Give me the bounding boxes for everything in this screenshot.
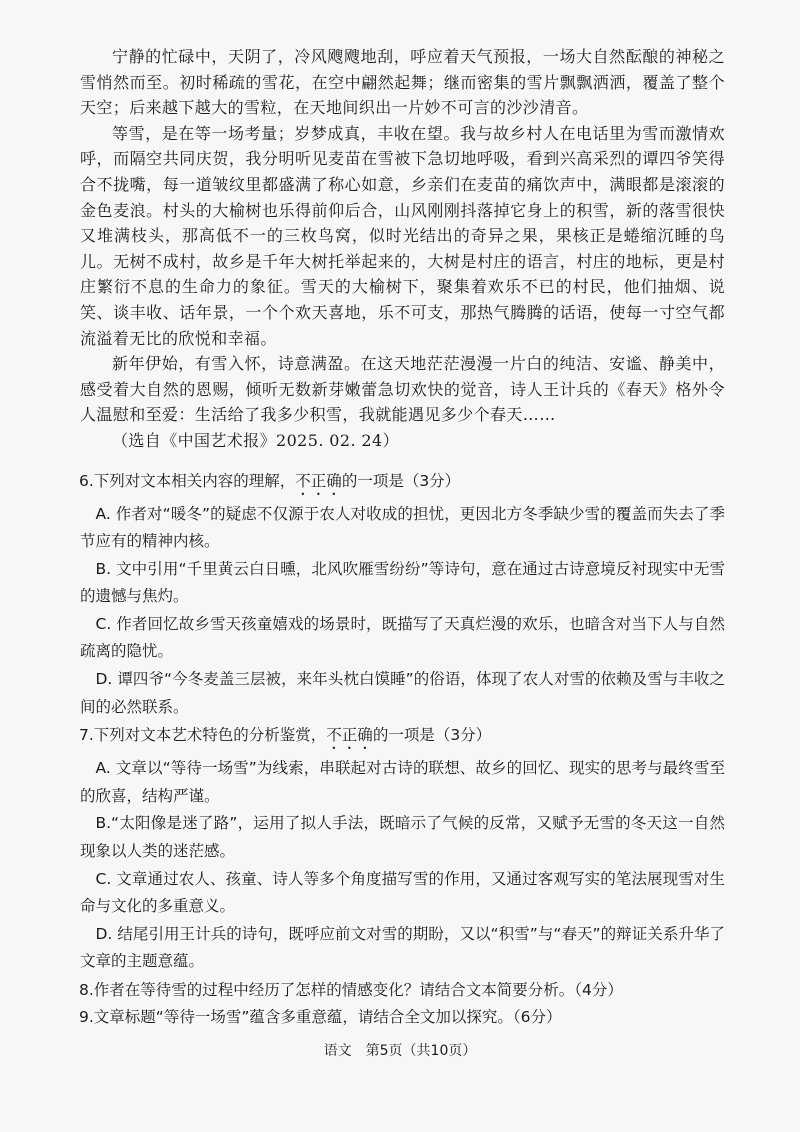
question-6-option-b: B. 文中引用“千里黄云白日曛，北风吹雁雪纷纷”等诗句，意在通过古诗意境反衬现实中无雪的遗憾与焦灼。: [80, 559, 725, 606]
question-7-stem-before: 7.下列对文本艺术特色的分析鉴赏，: [79, 726, 327, 745]
footer-subject: 语文: [323, 1043, 352, 1059]
passage-paragraph-2: 等雪，是在等一场考量；岁梦成真，丰收在望。我与故乡村人在电话里为雪而激情欢呼，而隔空共同庆贺，我分明听见麦苗在雪被下急切地呼吸，看到兴高采烈的谭四爷笑得合不拢嘴，每一道皱纹里都盛满了称心如意，乡亲们在麦苗的痛饮声中，满眼都是滚滚的金色麦浪。村头的大榆树也乐得前仰后合，山风刚刚抖落掉它身上的积雪，新的落雪很快又堆满枝头，那高低不一的三枚鸟窝，似时光结出的奇异之果，果核正是蜷缩沉睡的鸟儿。无树不成村，故乡是千年大树托举起来的，大树是村庄的语言，村庄的地标，更是村庄繁衍不息的生命力的象征。雪天的大榆树下，聚集着欢乐不已的村民，他们抽烟、说笑、谈丰收、话年景，一个个欢天喜地，乐不可支，那热气腾腾的话语，使每一寸空气都流溢着无比的欣悦和幸福。: [80, 123, 725, 348]
question-6-option-d: D. 谭四爷“今冬麦盖三层被，来年头枕白馍睡”的俗语，体现了农人对雪的依赖及雪与丰收之间的必然联系。: [80, 670, 725, 716]
question-6-option-c: C. 作者回忆故乡雪天孩童嬉戏的场景时，既描写了天真烂漫的欢乐，也暗含对当下人与自然疏离的隐忧。: [80, 614, 725, 661]
question-8-stem: 8.作者在等待雪的过程中经历了怎样的情感变化？请结合文本简要分析。（4分）: [79, 981, 623, 999]
passage-paragraph-1: 宁静的忙碌中，天阴了，冷风飕飕地刮，呼应着天气预报，一场大自然酝酿的神秘之雪悄然而至。初时稀疏的雪花，在空中翩然起舞；继而密集的雪片飘飘洒洒，覆盖了整个天空；后来越下越大的雪粒，在天地间织出一片妙不可言的沙沙清音。: [80, 47, 725, 118]
question-7-stem-after: 的一项是（3分）: [372, 726, 492, 745]
question-list: [80, 468, 725, 1032]
passage-source: （选自《中国艺术报》2025. 02. 24）: [112, 430, 399, 450]
question-7-emphasis: 不正确: [326, 726, 373, 745]
question-7-option-b: B.“太阳像是迷了路”，运用了拟人手法，既暗示了气候的反常，又赋予无雪的冬天这一自然现象以人类的迷茫感。: [80, 814, 725, 861]
exam-page: [80, 44, 725, 1031]
footer-page-number: 第5页（共10页）: [365, 1043, 477, 1059]
question-7-stem: [80, 722, 725, 753]
question-9-stem: 9.文章标题“等待一场雪”蕴含多重意蕴，请结合全文加以探究。（6分）: [79, 1008, 562, 1026]
question-6-stem-before: 6.下列对文本相关内容的理解，: [79, 471, 296, 490]
question-6-option-a: A. 作者对“暖冬”的疑虑不仅源于农人对收成的担忧，更因北方冬季缺少雪的覆盖而失去了季节应有的精神内核。: [80, 504, 725, 551]
page-footer: [0, 1040, 800, 1060]
reading-passage: [80, 44, 725, 454]
question-7-option-a: A. 文章以“等待一场雪”为线索，串联起对古诗的联想、故乡的回忆、现实的思考与最终雪至的欣喜，结构严谨。: [80, 759, 725, 805]
passage-paragraph-3: 新年伊始，有雪入怀，诗意满盈。在这天地茫茫漫漫一片白的纯洁、安谧、静美中，感受着大自然的恩赐，倾听无数新芽嫩蕾急切欢快的觉音，诗人王计兵的《春天》格外令人温慰和至爱：生活给了我多少积雪，我就能遇见多少个春天……: [80, 354, 725, 425]
question-6-stem-after: 的一项是（3分）: [341, 471, 461, 490]
question-6-emphasis: 不正确: [295, 471, 342, 490]
question-7-option-c: C. 文章通过农人、孩童、诗人等多个角度描写雪的作用，又通过客观写实的笔法展现雪对生命与文化的多重意义。: [80, 869, 725, 916]
question-7-option-d: D. 结尾引用王计兵的诗句，既呼应前文对雪的期盼，又以“积雪”与“春天”的辩证关系升华了文章的主题意蕴。: [80, 924, 725, 971]
question-6-stem: [80, 468, 725, 499]
